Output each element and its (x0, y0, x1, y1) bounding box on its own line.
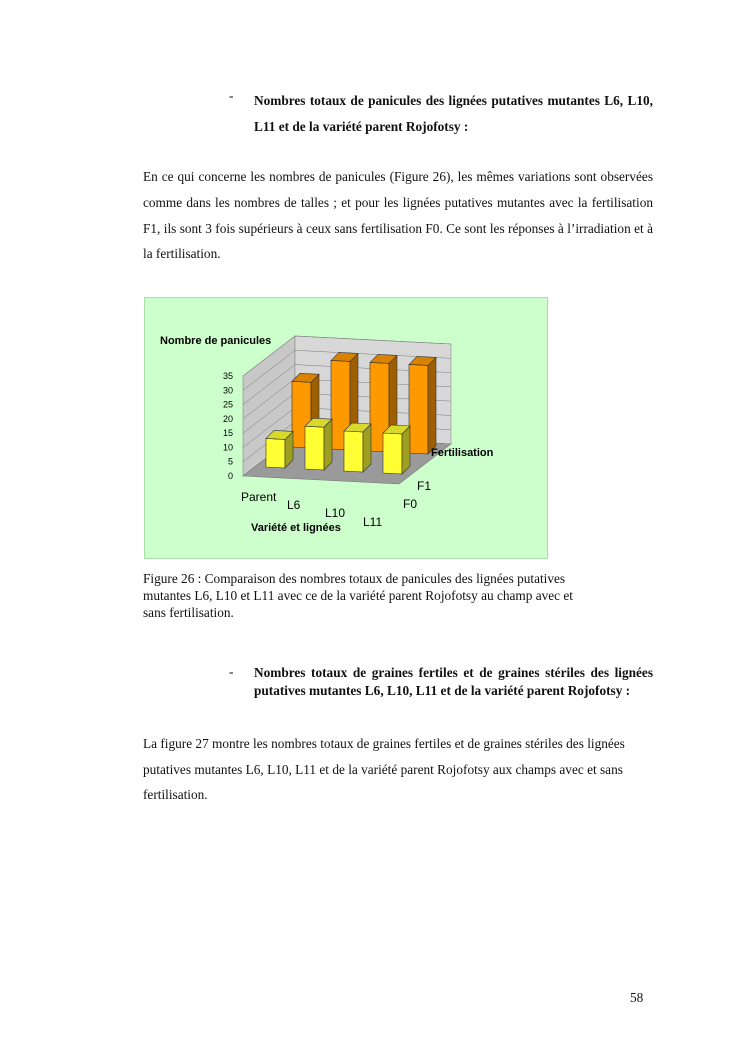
y-tick-label: 30 (222, 385, 233, 396)
chart-title: Nombre de panicules (160, 335, 272, 347)
y-tick-label: 35 (222, 371, 233, 381)
bullet-dash: - (229, 664, 234, 679)
x-axis-title: Variété et lignées (251, 522, 341, 534)
bullet-dash: - (229, 88, 234, 103)
x-tick-label: Parent (241, 490, 277, 504)
bar-F1-L11 (409, 356, 436, 454)
figure-26-chart (144, 297, 548, 559)
section-heading-panicules (229, 88, 653, 138)
section-heading-text: Nombres totaux de panicules des lignées putatives mutantes L6, L10, L11 et de la variété parent Rojofotsy : (254, 93, 653, 134)
bar-F0-L10 (344, 423, 371, 472)
section-heading-graines (229, 664, 653, 720)
x-tick-label: L6 (287, 498, 301, 512)
paragraph-graines: La figure 27 montre les nombres totaux de graines fertiles et de graines stériles des lignées putatives mutantes L6, L10, L11 et de la variété parent Rojofotsy aux champs avec et sans fertilisation. (143, 736, 625, 802)
y-tick-label: 15 (222, 428, 233, 439)
figure-caption: Figure 26 : Comparaison des nombres totaux de panicules des lignées putatives mutantes L6, L10 et L11 avec ce de la variété parent Rojofotsy au champ avec et sans fertilisation. (143, 571, 573, 620)
x-tick-label: L11 (363, 515, 383, 529)
section-heading-text: Nombres totaux de graines fertiles et de graines stériles des lignées putatives mutantes L6, L10, L11 et de la variété parent Rojofotsy : (254, 665, 653, 698)
series-depth-label: F0 (403, 497, 418, 511)
chart-svg (145, 298, 549, 560)
page-number: 58 (630, 990, 644, 1005)
paragraph-panicules: En ce qui concerne les nombres de panicules (Figure 26), les mêmes variations sont observées comme dans les nombres de talles ; et pour les lignées putatives mutantes avec la fertilisation F1, ils sont 3 fois supérieurs à ceux sans fertilisation F0. Ce sont les réponses à l’irradiation et à la fertilisation. (143, 169, 653, 262)
y-tick-label: 25 (222, 399, 233, 410)
bar-F0-Parent (266, 430, 293, 468)
y-tick-label: 10 (222, 442, 233, 453)
y-tick-label: 5 (227, 456, 233, 467)
y-tick-label: 20 (222, 413, 233, 424)
bar-F0-L6 (305, 418, 332, 470)
series-depth-label: F1 (417, 479, 432, 493)
z-axis-title: Fertilisation (431, 447, 494, 459)
bar-F0-L11 (383, 425, 410, 474)
x-tick-label: L10 (325, 506, 346, 520)
chart-y-ticks (223, 371, 233, 481)
y-tick-label: 0 (227, 471, 233, 481)
